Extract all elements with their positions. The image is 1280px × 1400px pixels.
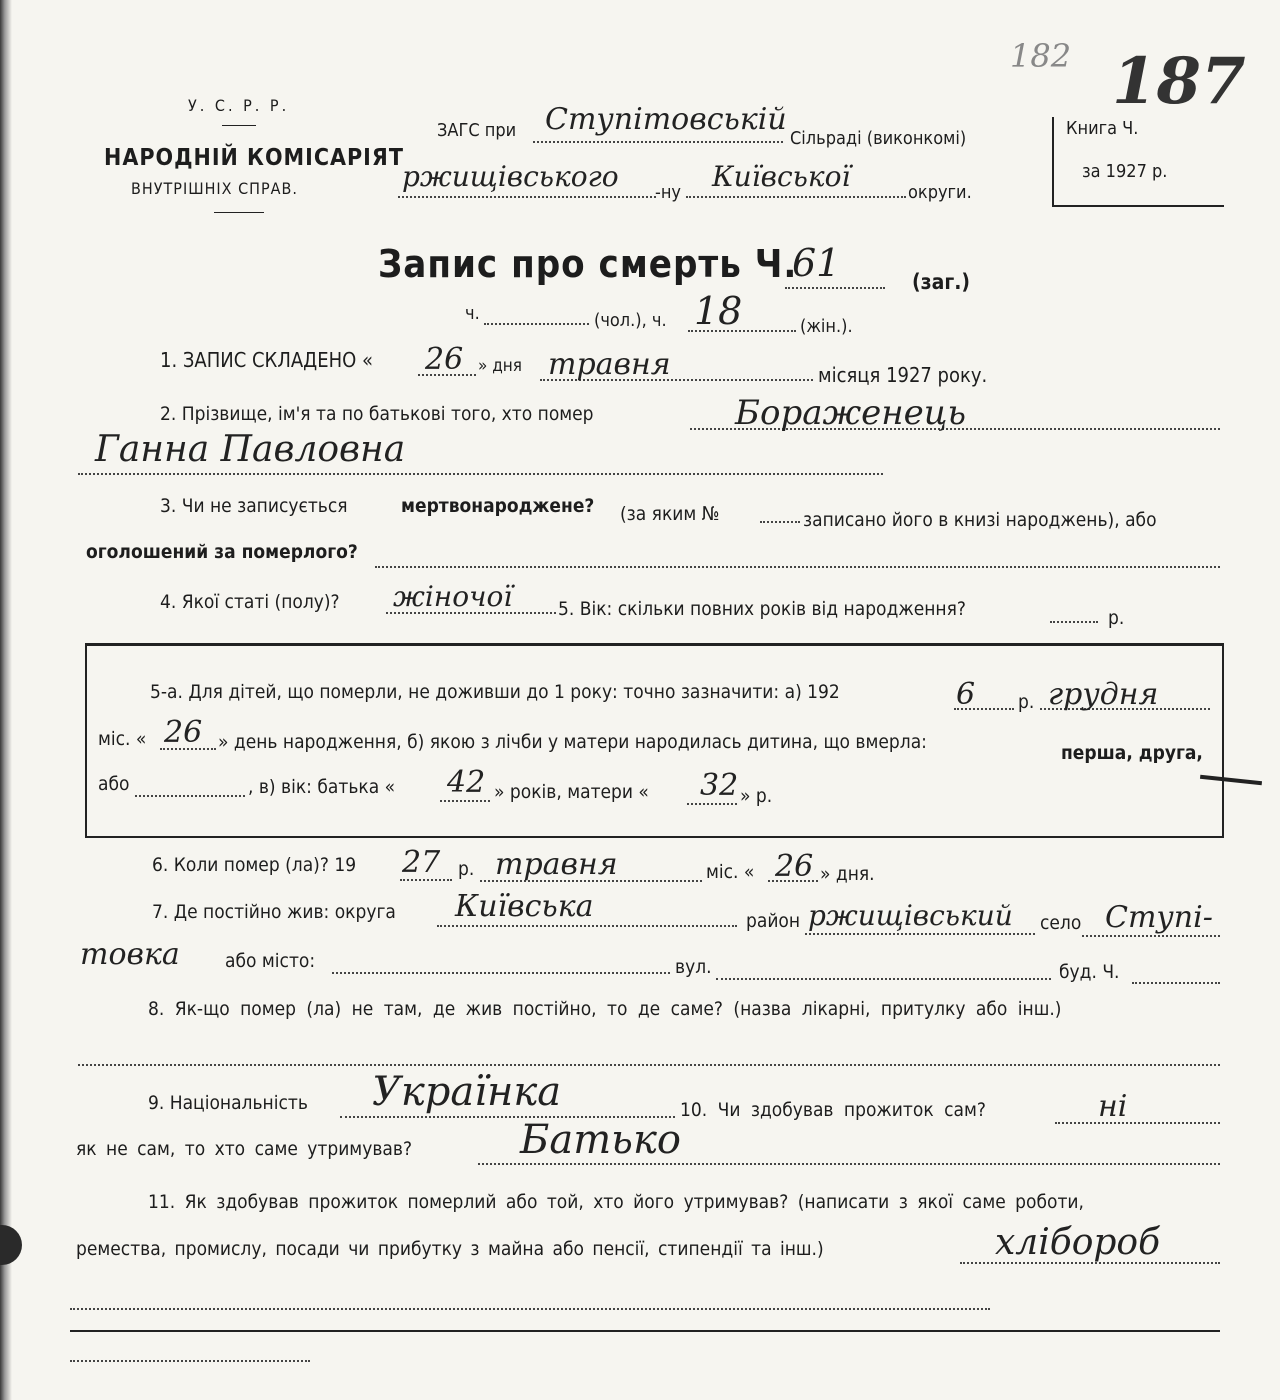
field6-day: 26 <box>775 849 814 884</box>
field3-line1: 3. Чи не записується <box>160 495 348 517</box>
corner-note-small: 182 <box>1010 37 1072 75</box>
field11-line2: ремества, промислу, посади чи прибутку з майна або пенсії, стипендії та інш.) <box>76 1238 824 1260</box>
field7-selo-value-cont: товка <box>80 937 180 972</box>
field3-line1b: (за яким № <box>620 503 720 525</box>
field3-declared-line <box>375 566 1220 568</box>
field2-label: 2. Прізвище, ім'я та по батькові того, хто помер <box>160 403 594 425</box>
commissariat-subtitle: ВНУТРІШНІХ СПРАВ. <box>131 179 298 198</box>
field5a-line3: , в) вік: батька « <box>248 776 396 798</box>
page-binding-shadow <box>0 0 12 1400</box>
field8-label: 8. Як-що помер (ла) не там, де жив постійно, то де саме? (назва лікарні, притулку або інш.) <box>148 998 1062 1020</box>
book-year: за 1927 р. <box>1082 161 1168 182</box>
field5a-order: перша, друга, <box>1061 742 1203 764</box>
book-label: Книга Ч. <box>1066 118 1139 139</box>
field10-line2: як не сам, то хто саме утримував? <box>76 1138 413 1160</box>
commissariat-title: НАРОДНІЙ КОМІСАРІЯТ <box>104 145 404 171</box>
field5a-line3c: » р. <box>740 785 773 807</box>
field2-name: Ганна Павловна <box>95 429 406 470</box>
field10-label: 10. Чи здобував прожиток сам? <box>680 1099 986 1121</box>
field8-line <box>78 1064 1220 1066</box>
field5a-father-age: 42 <box>447 765 486 800</box>
field11-line1: 11. Як здобував прожиток померлий або той, хто його утримував? (написати з якої саме роботи, <box>148 1191 1084 1213</box>
field10-provider: Батько <box>520 1117 681 1163</box>
field2-name-line <box>78 473 883 475</box>
field10-answer: ні <box>1098 1089 1128 1124</box>
field3-number-line <box>760 521 800 523</box>
field6-end: » дня. <box>820 863 875 885</box>
binding-clip <box>0 1225 22 1265</box>
field5a-father-line <box>440 800 490 802</box>
field7-misto-line <box>332 972 670 974</box>
field5a-other-line <box>135 795 245 797</box>
zags-village-line <box>533 141 783 143</box>
field6-mis: міс. « <box>706 861 755 883</box>
field2-surname: Бораженець <box>735 393 967 433</box>
female-count: 18 <box>694 289 743 333</box>
field5a-line2: » день народження, б) якою з лічби у матери народилась дитина, що вмерла: <box>218 731 927 753</box>
field7-selo-line <box>1082 935 1220 937</box>
field10-line2-dots <box>478 1163 1220 1165</box>
zags-village-value: Ступітовській <box>545 102 787 137</box>
record-number-line <box>785 287 885 289</box>
field7-okruha-line <box>437 925 737 927</box>
field5a-abo: або <box>98 773 130 795</box>
female-label: (жін.). <box>800 316 853 337</box>
field6-r: р. <box>458 858 475 880</box>
zags-district-value: ржищівського <box>402 160 619 193</box>
field7-raion-value: ржищівський <box>808 899 1013 932</box>
zags-district-suffix: -ну <box>655 182 682 203</box>
field3-line1c: записано його в книзі народжень), або <box>803 509 1157 531</box>
field1-day: 26 <box>425 342 464 377</box>
field7-raion: район <box>746 910 801 932</box>
field5-line <box>1050 621 1098 623</box>
field6-label: 6. Коли помер (ла)? 19 <box>152 854 357 876</box>
zags-district-line <box>398 196 656 198</box>
field3-declared-dead: оголошений за померлого? <box>86 541 358 563</box>
field7-selo: село <box>1040 912 1082 934</box>
field10-line <box>1055 1122 1220 1124</box>
male-count-line <box>484 323 589 325</box>
field11-answer: хлібороб <box>995 1222 1161 1263</box>
bottom-dots <box>70 1360 310 1362</box>
field5a-line3b: » років, матери « <box>494 781 649 803</box>
zags-okruha-value: Київської <box>712 160 851 193</box>
field7-vul: вул. <box>675 956 712 978</box>
field11-line-3 <box>70 1308 990 1310</box>
field1-label: 1. ЗАПИС СКЛАДЕНО « <box>160 348 374 372</box>
field5a-month: грудня <box>1048 677 1159 712</box>
header-rule-1 <box>222 125 256 126</box>
field7-raion-line <box>805 933 1035 935</box>
zags-suffix: Сільраді (виконкомі) <box>790 128 967 149</box>
field6-year: 27 <box>402 845 441 880</box>
record-zag: (заг.) <box>912 270 971 294</box>
field7-selo-value: Ступі- <box>1105 900 1213 935</box>
field5a-mother-age: 32 <box>700 768 739 803</box>
zags-okruha-suffix: округи. <box>908 182 972 203</box>
field5a-year: 6 <box>956 677 976 712</box>
field7-okruha: Київська <box>455 889 594 924</box>
field9-label: 9. Національність <box>148 1092 308 1114</box>
zags-prefix: ЗАГС при <box>437 120 517 141</box>
field6-month: травня <box>495 847 618 882</box>
ussr-label: У. С. Р. Р. <box>188 96 290 115</box>
bottom-rule <box>70 1330 1220 1332</box>
record-number: 61 <box>792 241 841 285</box>
field7-bud-line <box>1132 982 1220 984</box>
zags-okruha-line <box>686 196 906 198</box>
male-count-label: ч. <box>465 303 480 324</box>
header-rule-2 <box>214 212 264 213</box>
field7-bud: буд. Ч. <box>1059 961 1120 983</box>
field5a-day: 26 <box>164 715 203 750</box>
field5a-line1: 5-а. Для дітей, що померли, не доживши до 1 року: точно зазначити: а) 192 <box>150 681 840 703</box>
field4-sex: жіночої <box>393 580 513 613</box>
field1-month: травня <box>548 347 671 382</box>
field5a-mis: міс. « <box>98 728 147 750</box>
field5-label: 5. Вік: скільки повних років від народження? <box>558 598 966 620</box>
field4-label: 4. Якої статі (полу)? <box>160 591 340 613</box>
field5a-mother-line <box>687 803 737 805</box>
field5a-r: р. <box>1018 691 1035 713</box>
field5-end: р. <box>1108 607 1125 629</box>
field7-label: 7. Де постійно жив: округа <box>152 901 396 923</box>
field1-mid: » дня <box>478 356 522 376</box>
corner-note-large: 187 <box>1112 44 1246 119</box>
record-title: Запис про смерть Ч. <box>378 242 798 286</box>
field7-misto: або місто: <box>225 950 316 972</box>
field7-vul-line <box>716 978 1051 980</box>
field9-nationality: Українка <box>372 1069 562 1115</box>
field1-end: місяця 1927 року. <box>818 363 988 387</box>
male-label: (чол.), ч. <box>594 310 667 331</box>
field3-stillborn: мертвонароджене? <box>401 495 595 517</box>
